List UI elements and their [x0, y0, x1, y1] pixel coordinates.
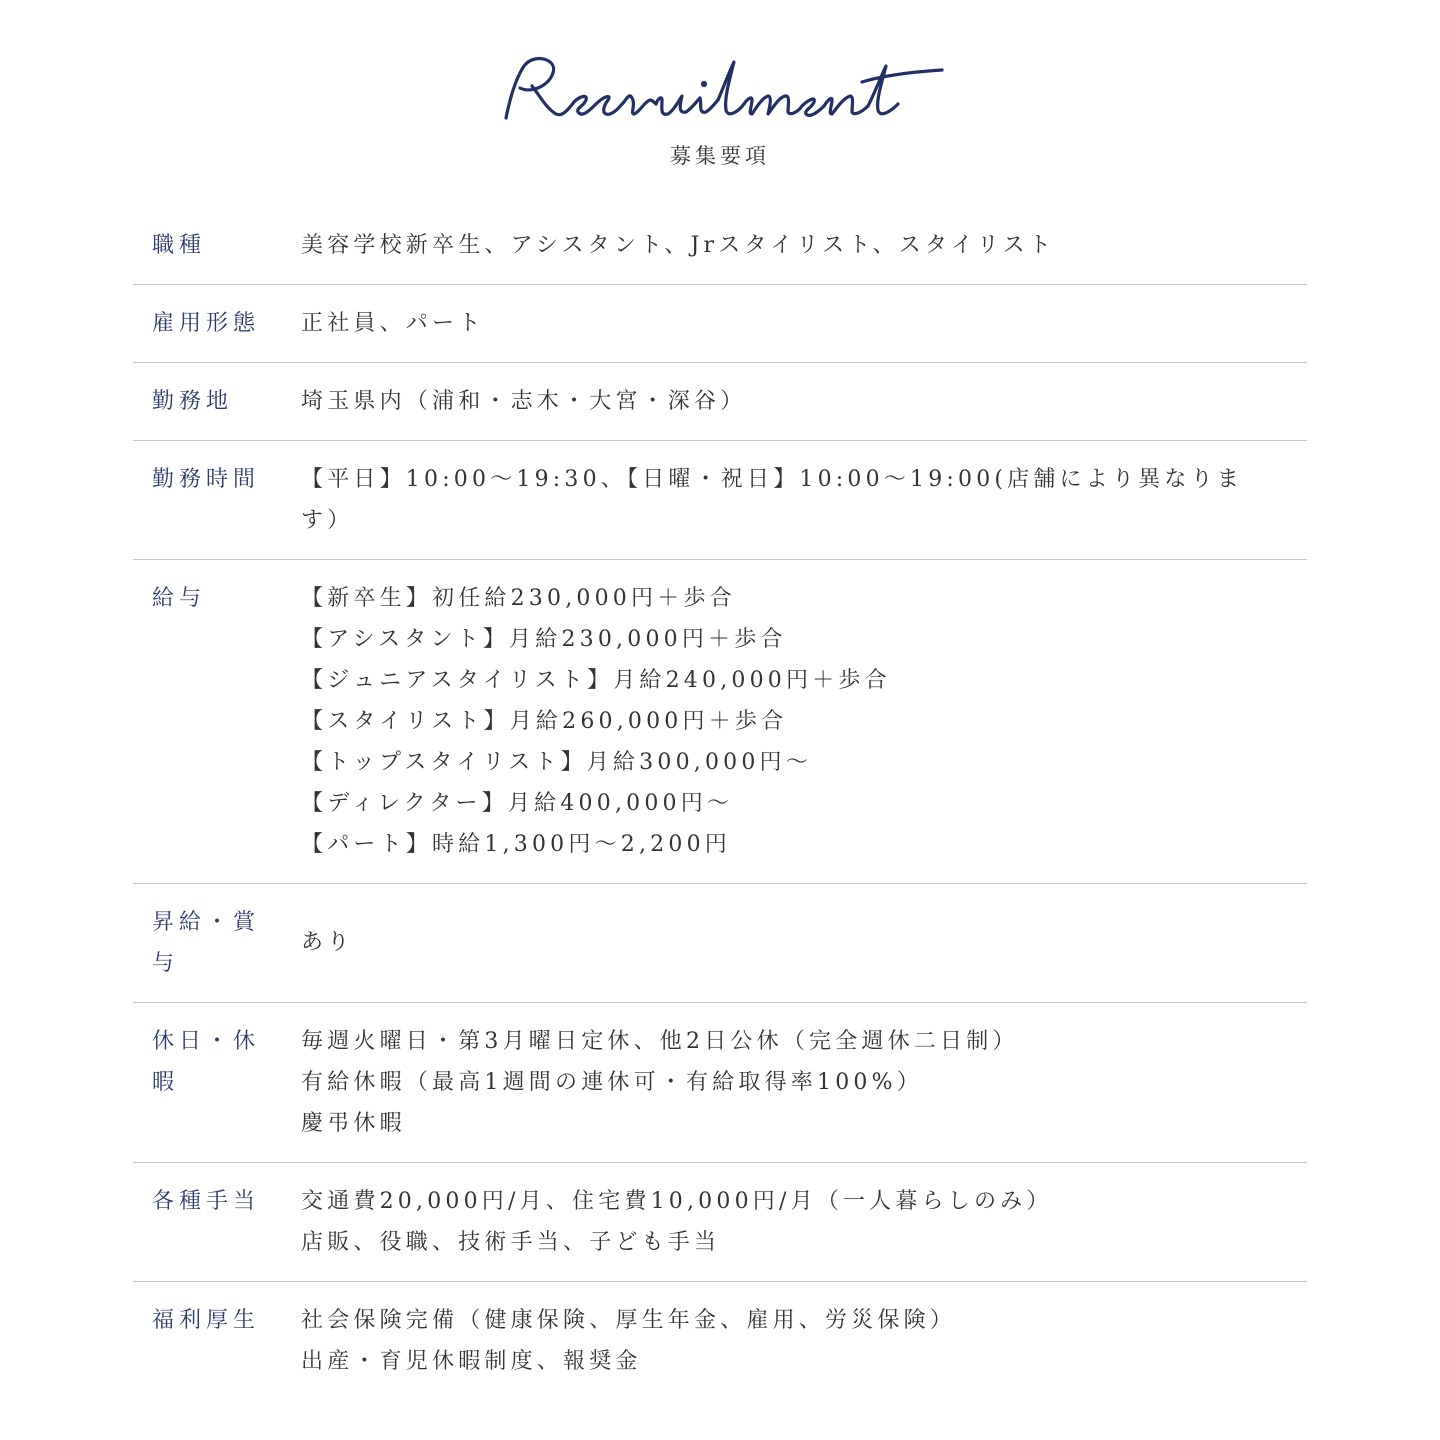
- label-line: 暇: [152, 1070, 180, 1095]
- recruitment-script-lettering: [490, 38, 950, 138]
- page-subtitle: 募集要項: [670, 144, 770, 168]
- row-label: 勤務地: [152, 389, 234, 414]
- row-label: 雇用形態: [152, 311, 261, 336]
- table-row-job-type: [133, 207, 1307, 285]
- table-row-salary: [133, 560, 1307, 884]
- value-line: 【アシスタント】月給230,000円＋歩合: [301, 627, 787, 652]
- value-line: 慶弔休暇: [301, 1111, 406, 1136]
- table-row-raise-bonus: [133, 884, 1307, 1003]
- table-row-employment-type: [133, 285, 1307, 363]
- table-row-work-location: [133, 363, 1307, 441]
- row-label: [133, 1021, 301, 1103]
- row-value: [301, 1300, 1307, 1382]
- value-line: 正社員、パート: [301, 311, 485, 336]
- table-row-benefits: [133, 1282, 1307, 1400]
- value-line: あり: [301, 930, 354, 955]
- row-label: 各種手当: [152, 1189, 261, 1214]
- value-line: 【スタイリスト】月給260,000円＋歩合: [301, 709, 788, 734]
- value-line: 【トップスタイリスト】月給300,000円〜: [301, 750, 812, 775]
- value-line: 埼玉県内（浦和・志木・大宮・深谷）: [301, 389, 747, 414]
- row-value: [301, 902, 1307, 963]
- label-line: 与: [152, 951, 180, 976]
- row-label: 勤務時間: [152, 467, 261, 492]
- row-value: [301, 225, 1307, 266]
- value-line: 美容学校新卒生、アシスタント、Jrスタイリスト、スタイリスト: [301, 233, 1056, 258]
- value-line: 【ディレクター】月給400,000円〜: [301, 791, 734, 816]
- script-title-logo: [0, 38, 1440, 138]
- table-row-allowances: [133, 1163, 1307, 1282]
- value-line: 【ジュニアスタイリスト】月給240,000円＋歩合: [301, 668, 891, 693]
- row-label: 福利厚生: [152, 1308, 261, 1333]
- value-line: 毎週火曜日・第3月曜日定休、他2日公休（完全週休二日制）: [301, 1029, 1019, 1054]
- row-value: [301, 459, 1307, 541]
- row-label: 給与: [152, 586, 207, 611]
- page-header: [0, 0, 1440, 200]
- row-value: [301, 303, 1307, 344]
- value-line: 【新卒生】初任給230,000円＋歩合: [301, 586, 736, 611]
- value-line: 【パート】時給1,300円〜2,200円: [301, 832, 731, 857]
- label-line: 昇給・賞: [152, 910, 261, 935]
- value-line: 社会保険完備（健康保険、厚生年金、雇用、労災保険）: [301, 1308, 957, 1333]
- row-label: [133, 902, 301, 984]
- value-line: 有給休暇（最高1週間の連休可・有給取得率100%）: [301, 1070, 923, 1095]
- value-line: 交通費20,000円/月、住宅費10,000円/月（一人暮らしのみ）: [301, 1189, 1053, 1214]
- value-line: す）: [301, 508, 354, 533]
- row-value: [301, 578, 1307, 865]
- row-value: [301, 381, 1307, 422]
- value-line: 【平日】10:00〜19:30、【日曜・祝日】10:00〜19:00(店舗により異なりま: [301, 467, 1243, 492]
- table-row-holidays: [133, 1003, 1307, 1163]
- recruitment-table: [133, 207, 1307, 1400]
- table-row-work-hours: [133, 441, 1307, 560]
- value-line: 出産・育児休暇制度、報奨金: [301, 1349, 642, 1374]
- value-line: 店販、役職、技術手当、子ども手当: [301, 1230, 721, 1255]
- row-value: [301, 1021, 1307, 1144]
- row-value: [301, 1181, 1307, 1263]
- label-line: 休日・休: [152, 1029, 261, 1054]
- row-label: 職種: [152, 233, 207, 258]
